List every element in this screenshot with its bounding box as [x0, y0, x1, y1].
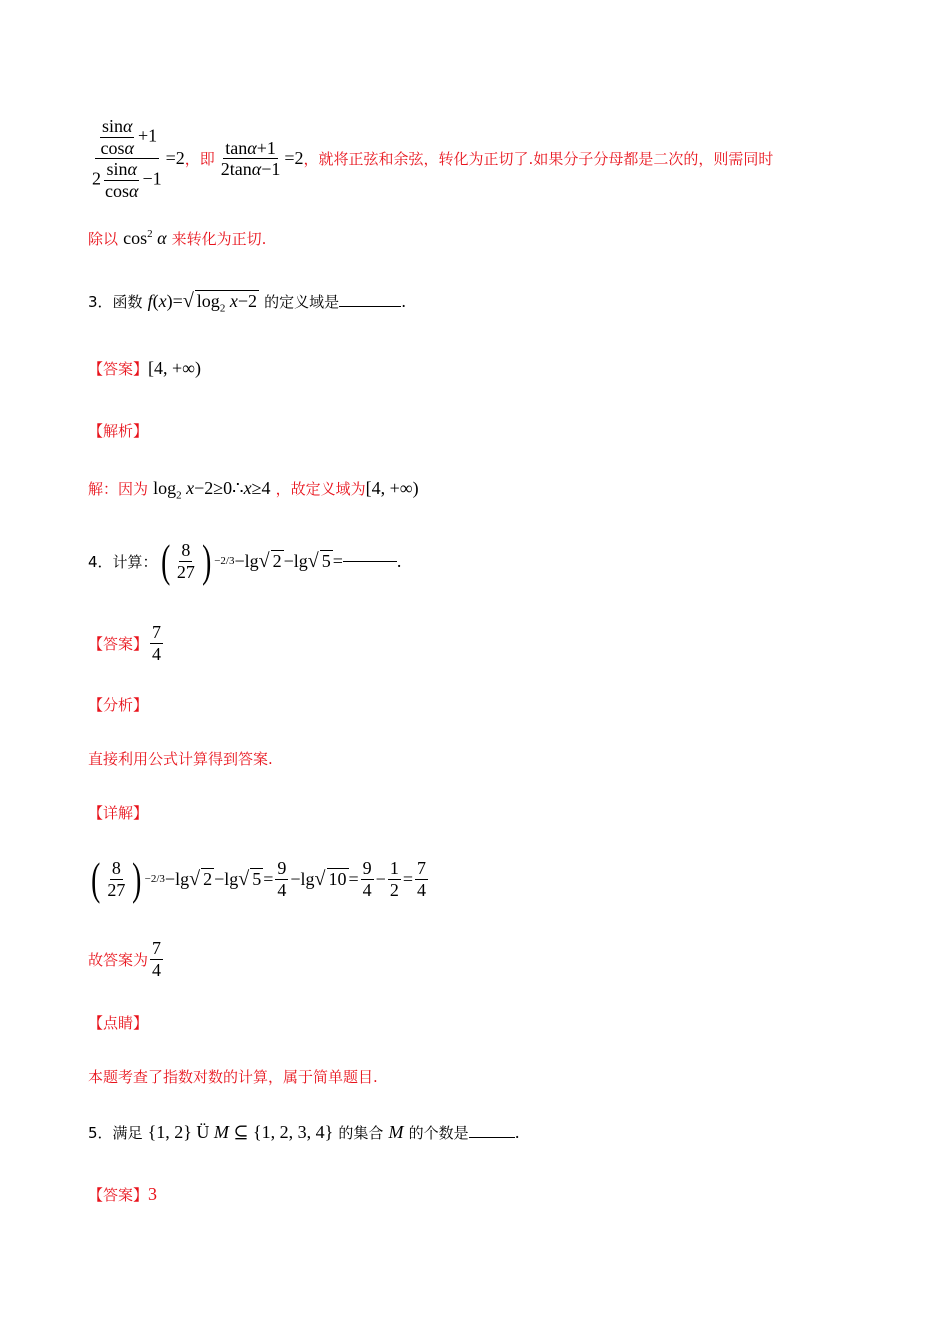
question-3: 3．函数 f(x)=√ $\log_2 x-2$ 的定义域是 .	[88, 290, 407, 315]
math-tan-fraction: $\frac{\tan\alpha+1}{2\tan\alpha-1}$	[220, 137, 281, 180]
q3-answer: 【答案】[4, +∞)	[88, 358, 201, 378]
q4-comment-label: 【点睛】	[88, 1014, 149, 1032]
q4-detail-equation: ( $\frac{8}{27}$ ) −2/3 −lg √ 2 −lg √ 5 = $\frac{9}{4}$ −lg √ 10 = $\frac{9}{4}$ − $\frac{1}{2}$ = $\frac{7}{4}$	[91, 853, 426, 904]
q4-answer: 【答案】 $\frac{7}{4}$	[88, 622, 162, 664]
q5-answer: 【答案】3	[88, 1184, 158, 1204]
math-complex-fraction: $\frac{\sin\alpha}{\cos\alpha}$ +1 2 $\frac{\sin\alpha}{\cos\alpha}$ −1	[92, 116, 162, 202]
question-5: 5．满足 {1, 2} Ü M ⊆ {1, 2, 3, 4} 的集合 M 的个数是 .	[88, 1122, 520, 1142]
question-4: 4．计算： ( $\frac{8}{27}$ ) −2/3 −lg √ 2 −lg √ 5 = .	[88, 535, 402, 586]
prev-tail-text: ，即	[184, 150, 215, 169]
q4-comment: 本题考查了指数对数的计算，属于简单题目.	[88, 1068, 378, 1086]
q3-analysis-label: 【解析】	[88, 422, 149, 440]
prev-tail-text2: ，就将正弦和余弦，转化为正切了.如果分子分母都是二次的，则需同时	[303, 150, 774, 169]
q4-detail-label: 【详解】	[88, 804, 149, 822]
answer-blank	[339, 306, 401, 307]
prev-solution-line1: $\frac{\sin\alpha}{\cos\alpha}$ +1 2 $\frac{\sin\alpha}{\cos\alpha}$ −1 =2 ，即 $\frac{\tan\alpha+1}{2\tan\alpha-1}$ =2 ，就将正弦和余弦，转化为正切了.如果分子分母都是二次的，则需同时	[92, 116, 774, 202]
prev-solution-line2: 除以 $\cos^2 \alpha$ 来转化为正切.	[88, 228, 267, 248]
q3-solution: 解：因为 $\log_2$ x−2≥0∴x≥4 ，故定义域为[4, +∞)	[88, 478, 419, 502]
q4-analysis-label: 【分析】	[88, 696, 149, 714]
q4-conclusion: 故答案为 $\frac{7}{4}$	[88, 938, 162, 980]
q4-analysis: 直接利用公式计算得到答案.	[88, 750, 273, 768]
answer-blank	[469, 1137, 515, 1138]
